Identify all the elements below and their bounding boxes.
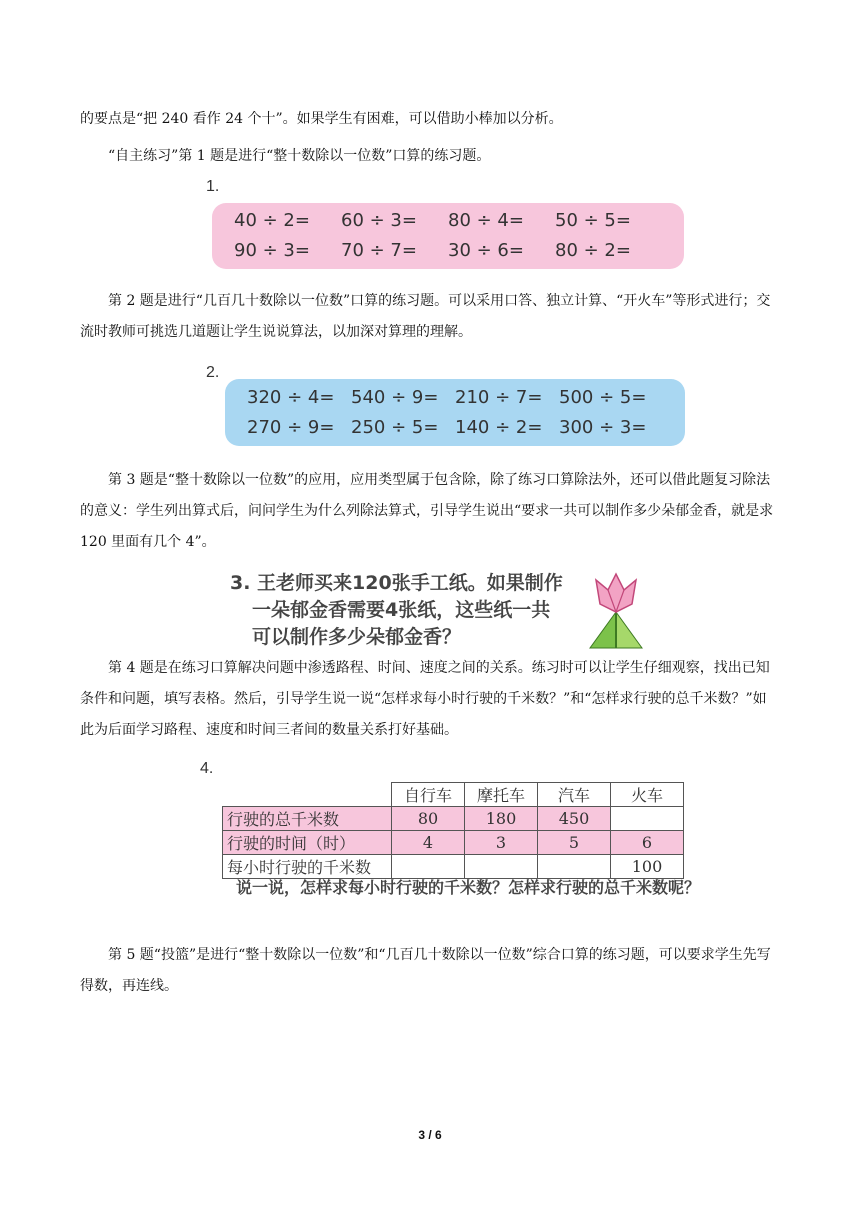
exercise-1-item: 80 ÷ 4= (448, 210, 524, 231)
paragraph-4: 第 3 题是“整十数除以一位数”的应用，应用类型属于包含除，除了练习口算除法外，还可以借此题复习除法的意义：学生列出算式后，问问学生为什么列除法算式，引导学生说出“要求一共可以制作多少朵郁金香，就是求 120 里面有几个 4”。 (80, 472, 774, 550)
exercise-1-item: 50 ÷ 5= (555, 210, 631, 231)
paragraph-1: 的要点是“把 240 看作 24 个十”。如果学生有困难，可以借助小棒加以分析。 (80, 111, 563, 127)
exercise-2-box (225, 379, 685, 446)
exercise-4-number: 4. (200, 760, 214, 777)
exercise-3-line: 可以制作多少朵郁金香？ (252, 626, 462, 648)
speed-table (222, 782, 684, 879)
table-header-row (223, 783, 684, 807)
exercise-2-item: 300 ÷ 3= (559, 416, 647, 438)
exercise-1-number: 1. (206, 178, 220, 195)
table-row-label: 每小时行驶的千米数 (223, 855, 392, 879)
exercise-4-prompt: 说一说，怎样求每小时行驶的千米数？怎样求行驶的总千米数呢？ (236, 878, 701, 897)
table-cell: 80 (392, 807, 465, 831)
table-header: 摩托车 (465, 783, 538, 807)
table-header: 自行车 (392, 783, 465, 807)
table-row (223, 807, 684, 831)
table-header: 火车 (611, 783, 684, 807)
table-header: 汽车 (538, 783, 611, 807)
paragraph-3: 第 2 题是进行“几百几十数除以一位数”口算的练习题。可以采用口答、独立计算、“开火车”等形式进行；交流时教师可挑选几道题让学生说说算法，以加深对算理的理解。 (80, 293, 771, 340)
table-cell: 5 (538, 831, 611, 855)
table-cell: 4 (392, 831, 465, 855)
exercise-2-item: 210 ÷ 7= (455, 386, 543, 408)
exercise-1-item: 70 ÷ 7= (341, 240, 417, 261)
exercise-1-item: 30 ÷ 6= (448, 240, 524, 261)
exercise-2-item: 540 ÷ 9= (351, 386, 439, 408)
table-row-label: 行驶的总千米数 (223, 807, 392, 831)
table-corner (223, 783, 392, 807)
exercise-2-item: 320 ÷ 4= (247, 386, 335, 408)
tulip-icon (580, 568, 652, 652)
exercise-2-item: 140 ÷ 2= (455, 416, 543, 438)
exercise-3-problem (230, 570, 563, 651)
page-number: 3 / 6 (418, 1128, 442, 1142)
paragraph-6: 第 5 题“投篮”是进行“整十数除以一位数”和“几百几十数除以一位数”综合口算的练习题，可以要求学生先写得数，再连线。 (80, 947, 771, 994)
table-cell: 450 (538, 807, 611, 831)
exercise-2-number: 2. (206, 364, 220, 381)
table-cell (611, 807, 684, 831)
paragraph-2: “自主练习”第 1 题是进行“整十数除以一位数”口算的练习题。 (108, 148, 491, 164)
table-cell: 6 (611, 831, 684, 855)
table-row-label: 行驶的时间（时） (223, 831, 392, 855)
exercise-1-item: 40 ÷ 2= (234, 210, 310, 231)
exercise-2-item: 270 ÷ 9= (247, 416, 335, 438)
table-cell: 100 (611, 855, 684, 879)
exercise-2-item: 250 ÷ 5= (351, 416, 439, 438)
exercise-3-line: 3. 王老师买来120张手工纸。如果制作 (230, 572, 563, 594)
exercise-1-item: 60 ÷ 3= (341, 210, 417, 231)
paragraph-5: 第 4 题是在练习口算解决问题中渗透路程、时间、速度之间的关系。练习时可以让学生仔细观察，找出已知条件和问题，填写表格。然后，引导学生说一说“怎样求每小时行驶的千米数？”和“怎样求行驶的总千米数？”如此为后面学习路程、速度和时间三者间的数量关系打好基础。 (80, 660, 770, 738)
exercise-2-item: 500 ÷ 5= (559, 386, 647, 408)
table-cell: 3 (465, 831, 538, 855)
exercise-3-line: 一朵郁金香需要4张纸，这些纸一共 (252, 599, 551, 621)
table-row (223, 831, 684, 855)
exercise-1-item: 80 ÷ 2= (555, 240, 631, 261)
exercise-1-box (212, 203, 684, 269)
table-cell: 180 (465, 807, 538, 831)
exercise-1-item: 90 ÷ 3= (234, 240, 310, 261)
